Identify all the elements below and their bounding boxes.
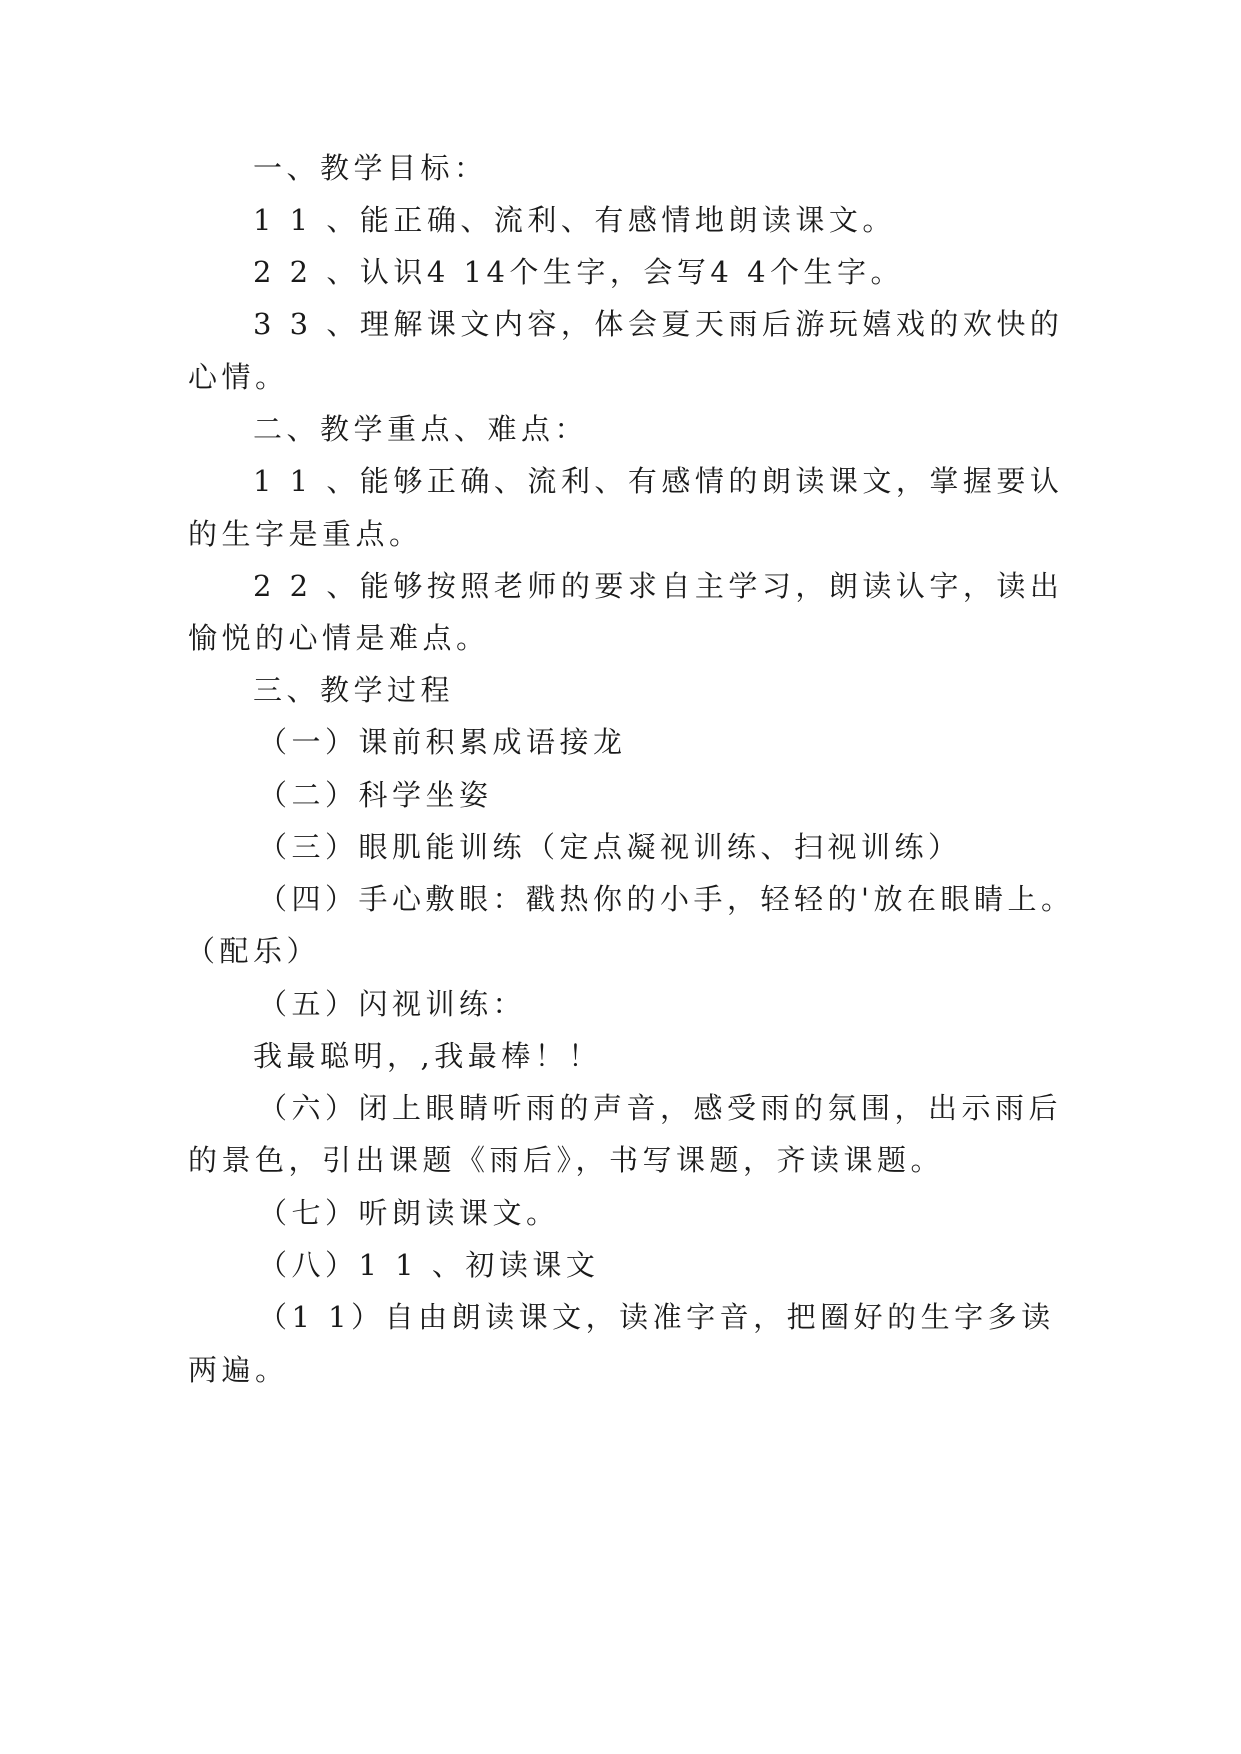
key-point-item-2-continued: 愉悦的心情是难点。 [188,621,490,655]
goal-item-3-continued: 心情。 [188,360,289,394]
process-step-2: （二）科学坐姿 [258,778,493,812]
process-step-5: （五）闪视训练： [258,987,527,1021]
process-substep-1: （1 1）自由朗读课文，读准字音，把圈好的生字多读 [258,1300,1055,1334]
process-step-6: （六）闭上眼睛听雨的声音，感受雨的氛围，出示雨后 [258,1091,1063,1125]
process-step-1: （一）课前积累成语接龙 [258,725,627,759]
heading-teaching-goals: 一、教学目标： [253,151,488,185]
goal-item-2: 2 2 、认识4 14个生字，会写4 4个生字。 [253,255,905,289]
process-step-6-continued: 的景色，引出课题《雨后》，书写课题，齐读课题。 [188,1143,945,1177]
process-step-8: （八）1 1 、初读课文 [258,1248,600,1282]
key-point-item-1: 1 1 、能够正确、流利、有感情的朗读课文，掌握要认 [253,464,1064,498]
process-step-5-text: 我最聪明，,我最棒！！ [253,1039,602,1073]
heading-key-points: 二、教学重点、难点： [253,412,589,446]
key-point-item-1-continued: 的生字是重点。 [188,517,423,551]
key-point-item-2: 2 2 、能够按照老师的要求自主学习，朗读认字，读出 [253,569,1064,603]
goal-item-1: 1 1 、能正确、流利、有感情地朗读课文。 [253,203,896,237]
process-step-4-continued: （配乐） [186,934,321,968]
goal-item-3: 3 3 、理解课文内容，体会夏天雨后游玩嬉戏的欢快的 [253,307,1064,341]
process-step-3: （三）眼肌能训练（定点凝视训练、扫视训练） [258,830,962,864]
process-step-7: （七）听朗读课文。 [258,1196,560,1230]
heading-teaching-process: 三、教学过程 [253,673,455,707]
process-step-4: （四）手心敷眼：戳热你的小手，轻轻的'放在眼睛上。 [258,882,1075,916]
process-substep-1-continued: 两遍。 [188,1353,289,1387]
